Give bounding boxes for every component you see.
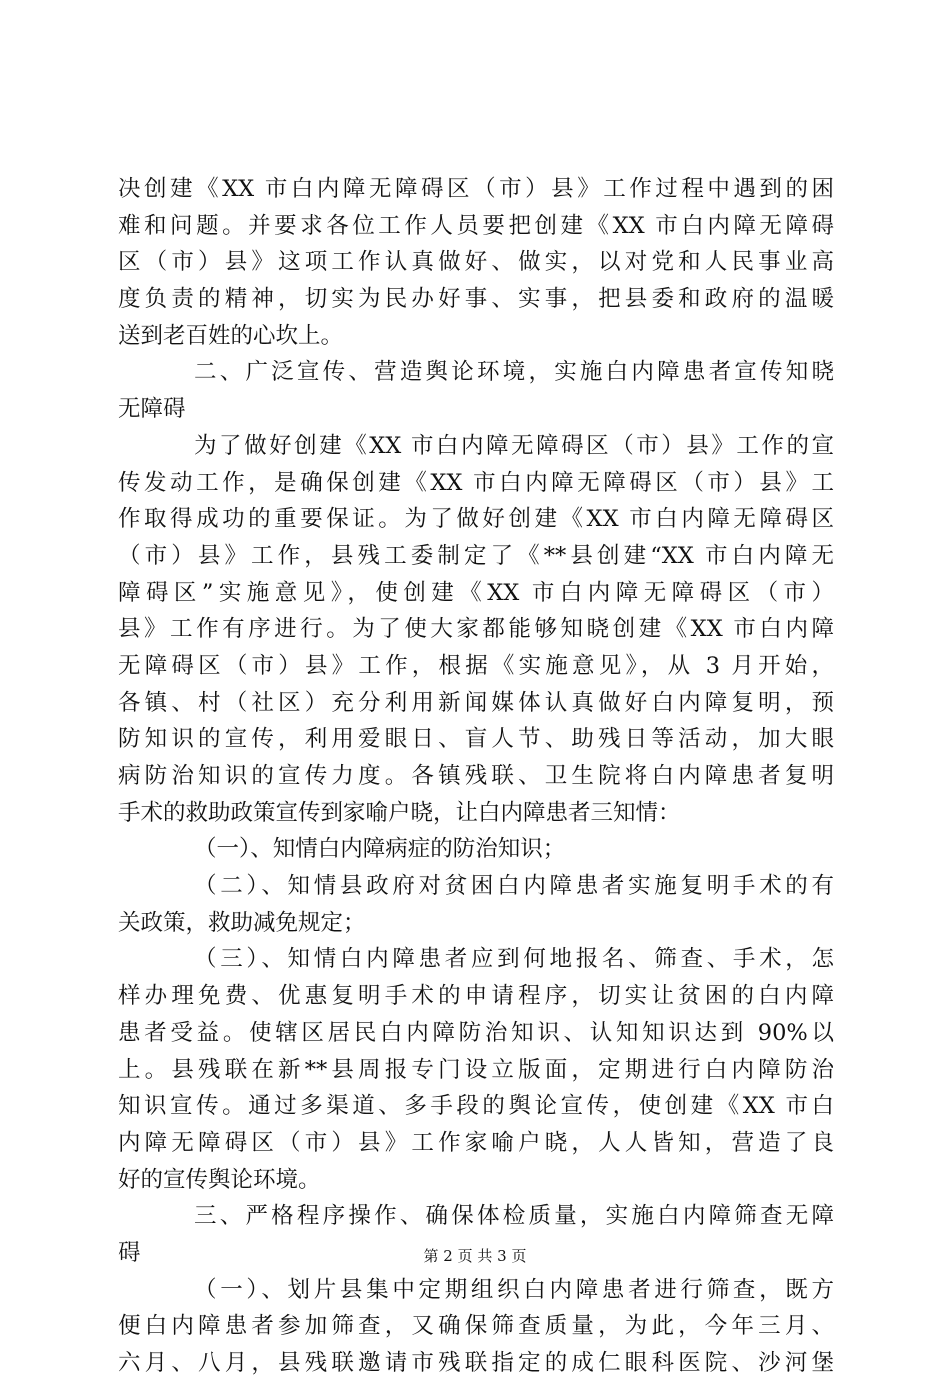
text-line: 送到老百姓的心坎上。 bbox=[118, 322, 344, 349]
text-line: 二、广泛宣传、营造舆论环境，实施白内障患者宣传知晓 bbox=[194, 359, 834, 386]
document-body bbox=[118, 171, 834, 1382]
text-line: 传发动工作，是确保创建《XX 市白内障无障碍区（市）县》工 bbox=[118, 469, 834, 496]
text-line: （三）、知情白内障患者应到何地报名、筛查、手术，怎 bbox=[194, 946, 834, 973]
text-line: 为了做好创建《XX 市白内障无障碍区（市）县》工作的宣 bbox=[194, 432, 834, 459]
text-line: 三、严格程序操作、确保体检质量，实施白内障筛查无障 bbox=[194, 1203, 834, 1230]
text-line: 度负责的精神，切实为民办好事、实事，把县委和政府的温暖 bbox=[118, 286, 834, 313]
text-line: （二）、知情县政府对贫困白内障患者实施复明手术的有 bbox=[194, 873, 834, 900]
text-line: 样办理免费、优惠复明手术的申请程序，切实让贫困的白内障 bbox=[118, 983, 834, 1010]
text-line: 决创建《XX 市白内障无障碍区（市）县》工作过程中遇到的困 bbox=[118, 176, 834, 202]
text-line: 内障无障碍区（市）县》工作家喻户晓，人人皆知，营造了良 bbox=[118, 1129, 834, 1156]
text-line: 病防治知识的宣传力度。各镇残联、卫生院将白内障患者复明 bbox=[118, 763, 834, 789]
text-line: 防知识的宣传，利用爱眼日、盲人节、助残日等活动，加大眼 bbox=[118, 726, 834, 753]
text-line: （一）、划片县集中定期组织白内障患者进行筛查，既方 bbox=[194, 1276, 834, 1303]
page-footer: 第 2 页 共 3 页 bbox=[423, 1247, 527, 1265]
text-line: 六月、八月，县残联邀请市残联指定的成仁眼科医院、沙河堡 bbox=[118, 1350, 834, 1376]
text-line: 手术的救助政策宣传到家喻户晓，让白内障患者三知情： bbox=[118, 799, 681, 826]
text-line: 无障碍区（市）县》工作，根据《实施意见》，从 3 月开始， bbox=[118, 652, 834, 679]
text-line: 各镇、村（社区）充分利用新闻媒体认真做好白内障复明，预 bbox=[118, 689, 834, 716]
text-line: 上。县残联在新**县周报专门设立版面，定期进行白内障防治 bbox=[118, 1056, 834, 1083]
text-line: 碍 bbox=[118, 1239, 141, 1266]
text-line: （一）、知情白内障病症的防治知识； bbox=[194, 836, 566, 863]
text-line: 便白内障患者参加筛查，又确保筛查质量，为此，今年三月、 bbox=[118, 1313, 834, 1340]
text-line: 区（市）县》这项工作认真做好、做实，以对党和人民事业高 bbox=[118, 249, 834, 276]
text-line: 障碍区”实施意见》，使创建《XX 市白内障无障碍区（市） bbox=[118, 579, 834, 606]
text-line: 作取得成功的重要保证。为了做好创建《XX 市白内障无障碍区 bbox=[118, 506, 834, 533]
text-line: 知识宣传。通过多渠道、多手段的舆论宣传，使创建《XX 市白 bbox=[118, 1093, 834, 1120]
text-line: 难和问题。并要求各位工作人员要把创建《XX 市白内障无障碍 bbox=[118, 212, 834, 239]
text-line: 关政策，救助减免规定； bbox=[118, 909, 366, 936]
text-line: 县》工作有序进行。为了使大家都能够知晓创建《XX 市白内障 bbox=[118, 616, 834, 643]
text-line: （市）县》工作，县残工委制定了《**县创建“XX 市白内障无 bbox=[118, 542, 834, 569]
text-line: 无障碍 bbox=[118, 396, 186, 423]
text-line: 患者受益。使辖区居民白内障防治知识、认知知识达到 90%以 bbox=[118, 1019, 834, 1046]
text-line: 好的宣传舆论环境。 bbox=[118, 1166, 321, 1193]
